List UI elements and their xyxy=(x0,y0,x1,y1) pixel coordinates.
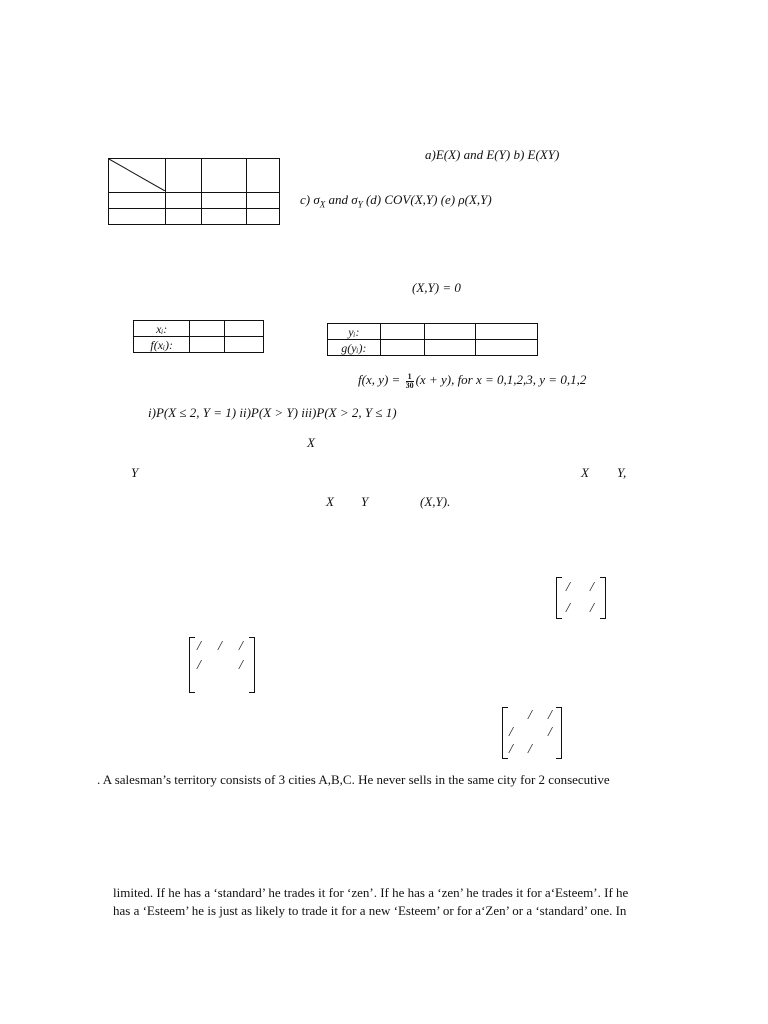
table-cell xyxy=(166,193,201,209)
table-cell xyxy=(201,159,246,193)
fraction-slash: / xyxy=(509,725,513,740)
joint-pdf-formula xyxy=(358,372,586,390)
marginal-table-y xyxy=(327,323,538,356)
cov-rho-label: (d) COV(X,Y) (e) ρ(X,Y) xyxy=(362,192,492,207)
table-cell xyxy=(475,340,537,356)
probability-parts: i)P(X ≤ 2, Y = 1) ii)P(X > Y) iii)P(X > 2, Y ≤ 1) xyxy=(148,405,397,420)
table-cell xyxy=(425,324,475,340)
matrix-left-bracket xyxy=(556,577,562,619)
marginal-table-x xyxy=(133,320,264,353)
fraction-slash: / xyxy=(197,639,201,654)
transition-matrix-1 xyxy=(556,577,606,619)
fraction-slash: / xyxy=(239,639,243,654)
fraction-slash: / xyxy=(548,725,552,740)
sigma-y-label: and σ xyxy=(325,192,358,207)
table-cell xyxy=(190,321,224,337)
transition-matrix-2 xyxy=(189,637,255,693)
table-cell xyxy=(246,193,279,209)
variable-x: X xyxy=(581,465,589,480)
fxi-label: f(xᵢ): xyxy=(134,337,190,353)
variable-x: X xyxy=(326,494,334,509)
table-cell xyxy=(201,209,246,225)
question-parts-a-b: a)E(X) and E(Y) b) E(XY) xyxy=(425,147,560,162)
variable-x: X xyxy=(307,435,315,450)
car-trade-text-line-2: has a ‘Esteem’ he is just as likely to trade it for a new ‘Esteem’ or for a‘Zen’ or a ‘standard’ one. In xyxy=(113,903,627,918)
salesman-problem-text: . A salesman’s territory consists of 3 cities A,B,C. He never sells in the same city for 2 consecutive xyxy=(97,772,610,787)
table-cell xyxy=(201,193,246,209)
matrix-left-bracket xyxy=(502,707,508,759)
table-cell xyxy=(224,321,263,337)
joint-distribution-table xyxy=(108,158,280,225)
table-cell xyxy=(475,324,537,340)
variable-y: Y xyxy=(131,465,139,480)
variable-y: Y, xyxy=(617,465,627,480)
matrix-right-bracket xyxy=(556,707,562,759)
yi-label: yᵢ: xyxy=(328,324,381,340)
fraction-slash: / xyxy=(239,658,243,673)
pdf-fraction xyxy=(406,373,414,390)
pdf-lhs: f(x, y) = xyxy=(358,372,404,387)
table-cell xyxy=(224,337,263,353)
sigma-x-subscript: X xyxy=(319,199,326,210)
car-trade-text-line-1: limited. If he has a ‘standard’ he trades it for ‘zen’. If he has a ‘zen’ he trades it for a‘Esteem’. If he xyxy=(113,885,629,900)
matrix-right-bracket xyxy=(600,577,606,619)
fraction-slash: / xyxy=(566,580,570,595)
fraction-slash: / xyxy=(566,601,570,616)
variable-pair-xy: (X,Y). xyxy=(420,494,451,509)
fraction-slash: / xyxy=(590,580,594,595)
variable-y: Y xyxy=(361,494,369,509)
pdf-rhs: (x + y), for x = 0,1,2,3, y = 0,1,2 xyxy=(415,372,587,387)
question-parts-c-d-e xyxy=(300,192,492,210)
matrix-right-bracket xyxy=(249,637,255,693)
fraction-slash: / xyxy=(590,601,594,616)
matrix-left-bracket xyxy=(189,637,195,693)
table-cell xyxy=(166,159,201,193)
table-cell xyxy=(425,340,475,356)
table-cell xyxy=(109,193,166,209)
transition-matrix-3 xyxy=(502,707,562,759)
fraction-slash: / xyxy=(528,742,532,757)
table-cell xyxy=(246,209,279,225)
table-cell xyxy=(190,337,224,353)
table-cell xyxy=(246,159,279,193)
sigma-x-label: c) σ xyxy=(300,192,320,207)
table-corner-cell xyxy=(109,159,166,193)
gyi-label: g(yᵢ): xyxy=(328,340,381,356)
fraction-numerator: 1 xyxy=(407,371,412,381)
fraction-slash: / xyxy=(548,708,552,723)
table-cell xyxy=(166,209,201,225)
sigma-y-subscript: Y xyxy=(357,199,363,210)
table-cell xyxy=(109,209,166,225)
fraction-slash: / xyxy=(509,742,513,757)
diagonal-divider xyxy=(109,159,165,191)
fraction-slash: / xyxy=(528,708,532,723)
independence-equation: (X,Y) = 0 xyxy=(412,280,461,295)
xi-label: xᵢ: xyxy=(134,321,190,337)
fraction-slash: / xyxy=(197,658,201,673)
table-cell xyxy=(380,324,425,340)
fraction-slash: / xyxy=(218,639,222,654)
fraction-denominator: 30 xyxy=(405,380,414,390)
table-cell xyxy=(380,340,425,356)
